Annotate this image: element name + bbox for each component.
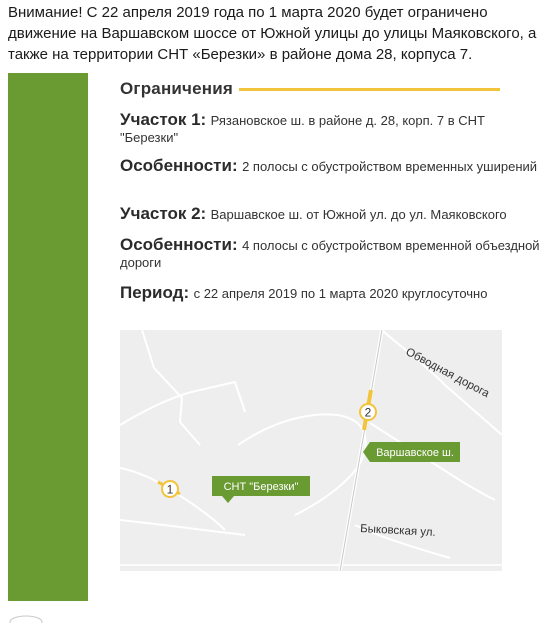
green-accent-bar [8, 73, 88, 601]
callout-varshavskoe [363, 442, 460, 462]
section-2-value: Варшавское ш. от Южной ул. до ул. Маяковского [210, 207, 507, 222]
callout-snt-label: СНТ "Березки" [223, 481, 299, 493]
partial-logo-icon [8, 610, 44, 620]
period-key: Период: [120, 283, 190, 302]
map-road-line [238, 414, 366, 515]
period-value: с 22 апреля 2019 по 1 марта 2020 круглосуточно [193, 286, 488, 301]
heading-underline [239, 88, 500, 91]
map-road-line [142, 330, 200, 445]
road-label-bykovskaya: Быковская ул. [359, 523, 436, 539]
intro-text: Внимание! С 22 апреля 2019 года по 1 марта 2020 будет ограничено движение на Варшавском шоссе от Южной улицы до улицы Маяковского, а также на территории СНТ «Березки» в районе дома 28, корпуса 7. [8, 4, 537, 63]
restrictions-card [8, 73, 543, 601]
map-road-line [120, 520, 245, 535]
road-label-obvodnaya: Обводная дорога [403, 346, 492, 401]
map-road-line [382, 330, 502, 435]
features-2-key: Особенности: [120, 235, 238, 254]
card-heading: Ограничения [120, 79, 234, 98]
callout-varshavskoe-label: Варшавское ш. [376, 447, 454, 459]
section-1-row [120, 111, 540, 146]
section-1-value: Рязановское ш. в районе д. 28, корп. 7 в СНТ "Березки" [120, 113, 485, 145]
features-1-row [120, 157, 540, 175]
section-1-key: Участок 1: [120, 110, 207, 129]
features-2-row [120, 236, 540, 271]
callout-snt [212, 476, 310, 503]
features-2-value: 4 полосы с обустройством временной объездной дороги [120, 238, 540, 270]
route-map [120, 330, 502, 571]
section-2-key: Участок 2: [120, 204, 207, 223]
marker-2-label: 2 [364, 405, 372, 420]
period-row [120, 284, 540, 302]
marker-1-label: 1 [166, 482, 174, 497]
features-1-value: 2 полосы с обустройством временных уширений [242, 159, 538, 174]
features-1-key: Особенности: [120, 156, 238, 175]
section-2-row [120, 205, 540, 223]
